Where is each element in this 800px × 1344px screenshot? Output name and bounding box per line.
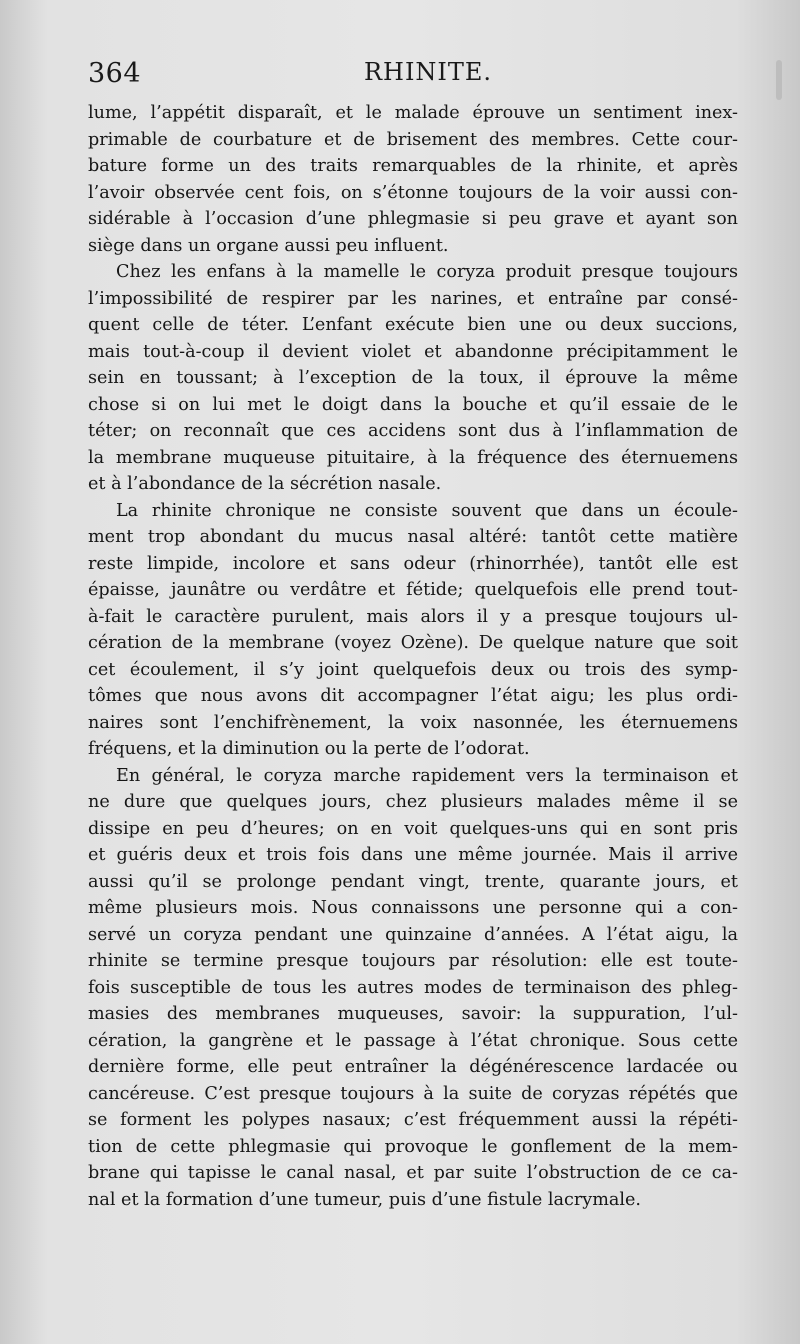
- text-line: l’avoir observée cent fois, on s’étonne toujours de la voir aussi con-: [88, 182, 738, 203]
- text-line: et guéris deux et trois fois dans une même journée. Mais il arrive: [88, 845, 738, 865]
- paragraph: [88, 498, 738, 763]
- text-line: à-fait le caractère purulent, mais alors il y a presque toujours ul-: [88, 606, 738, 627]
- text-line: fois susceptible de tous les autres modes de terminaison des phleg-: [88, 977, 738, 998]
- text-line: Chez les enfans à la mamelle le coryza produit presque toujours: [116, 262, 738, 282]
- page-edge-shadow: [776, 60, 782, 100]
- text-line: mais tout-à-coup il devient violet et abandonne précipitamment le: [88, 341, 738, 362]
- text-line: nal et la formation d’une tumeur, puis d’une fistule lacrymale.: [88, 1189, 642, 1210]
- text-line: servé un coryza pendant une quinzaine d’années. A l’état aigu, la: [88, 924, 738, 945]
- text-line: téter; on reconnaît que ces accidens sont dus à l’inflammation de: [88, 421, 738, 441]
- text-line: cération, la gangrène et le passage à l’état chronique. Sous cette: [88, 1030, 738, 1051]
- text-line: dernière forme, elle peut entraîner la dégénérescence lardacée ou: [88, 1057, 738, 1077]
- body-text: [88, 100, 738, 1213]
- page-header: [88, 58, 728, 98]
- text-line: siège dans un organe aussi peu influent.: [88, 235, 449, 256]
- text-line: se forment les polypes nasaux; c’est fréquemment aussi la répéti-: [88, 1110, 738, 1130]
- text-line: même plusieurs mois. Nous connaissons une personne qui a con-: [88, 898, 738, 918]
- text-line: lume, l’appétit disparaît, et le malade éprouve un sentiment inex-: [88, 103, 738, 123]
- text-line: sein en toussant; à l’exception de la toux, il éprouve la même: [88, 368, 738, 388]
- text-line: quent celle de téter. L’enfant exécute bien une ou deux succions,: [88, 315, 738, 335]
- text-line: brane qui tapisse le canal nasal, et par suite l’obstruction de ce ca-: [88, 1163, 738, 1183]
- text-line: La rhinite chronique ne consiste souvent que dans un écoule-: [116, 500, 738, 521]
- text-line: naires sont l’enchifrènement, la voix nasonnée, les éternuemens: [88, 712, 738, 733]
- text-line: l’impossibilité de respirer par les narines, et entraîne par consé-: [88, 288, 738, 309]
- text-line: aussi qu’il se prolonge pendant vingt, trente, quarante jours, et: [88, 871, 738, 892]
- text-line: cancéreuse. C’est presque toujours à la suite de coryzas répétés que: [88, 1083, 738, 1104]
- text-line: ne dure que quelques jours, chez plusieurs malades même il se: [88, 792, 738, 812]
- text-line: la membrane muqueuse pituitaire, à la fréquence des éternuemens: [88, 447, 738, 468]
- text-line: fréquens, et la diminution ou la perte de l’odorat.: [88, 739, 530, 759]
- text-line: chose si on lui met le doigt dans la bouche et qu’il essaie de le: [88, 394, 738, 415]
- paragraph: [88, 259, 738, 498]
- text-line: reste limpide, incolore et sans odeur (rhinorrhée), tantôt elle est: [88, 553, 738, 574]
- text-line: primable de courbature et de brisement des membres. Cette cour-: [88, 129, 738, 150]
- text-line: tion de cette phlegmasie qui provoque le gonflement de la mem-: [88, 1136, 738, 1157]
- text-line: tômes que nous avons dit accompagner l’état aigu; les plus ordi-: [88, 686, 738, 706]
- page-number: 364: [88, 58, 142, 89]
- text-line: bature forme un des traits remarquables de la rhinite, et après: [88, 156, 738, 176]
- text-line: dissipe en peu d’heures; on en voit quelques-uns qui en sont pris: [88, 818, 738, 839]
- text-line: En général, le coryza marche rapidement vers la terminaison et: [116, 765, 738, 786]
- text-line: rhinite se termine presque toujours par résolution: elle est toute-: [88, 951, 738, 971]
- text-line: et à l’abondance de la sécrétion nasale.: [88, 474, 442, 494]
- running-title: RHINITE.: [363, 58, 493, 86]
- text-line: cération de la membrane (voyez Ozène). De quelque nature que soit: [88, 633, 738, 653]
- text-line: cet écoulement, il s’y joint quelquefois deux ou trois des symp-: [88, 659, 738, 680]
- text-line: ment trop abondant du mucus nasal altéré: tantôt cette matière: [88, 527, 738, 547]
- text-line: masies des membranes muqueuses, savoir: la suppuration, l’ul-: [88, 1004, 738, 1024]
- paragraph: [88, 100, 738, 259]
- text-line: épaisse, jaunâtre ou verdâtre et fétide; quelquefois elle prend tout-: [88, 580, 738, 600]
- text-line: sidérable à l’occasion d’une phlegmasie si peu grave et ayant son: [88, 209, 738, 229]
- paragraph: [88, 763, 738, 1214]
